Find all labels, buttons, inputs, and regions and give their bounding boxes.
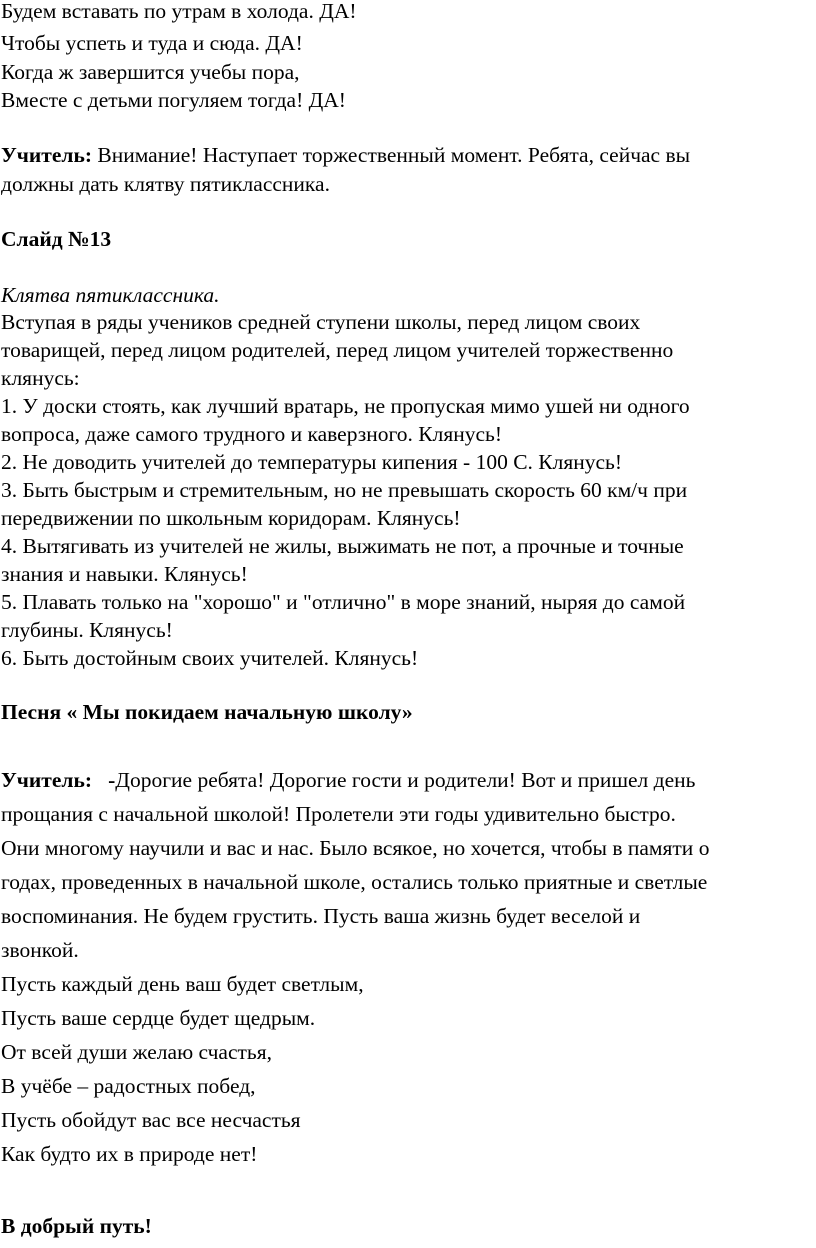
wish-line: В учёбе – радостных побед, [1,1074,256,1098]
oath-line: 1. У доски стоять, как лучший вратарь, не пропуская мимо ушей ни одного [1,394,690,418]
teacher-text: Дорогие ребята! Дорогие гости и родители! Вот и пришел день [115,768,696,792]
teacher-paragraph-line: звонкой. [1,938,79,962]
wish-line: Пусть ваше сердце будет щедрым. [1,1006,316,1030]
oath-line: Вступая в ряды учеников средней ступени школы, перед лицом своих [1,310,641,334]
oath-line: 5. Плавать только на "хорошо" и "отлично" в море знаний, ныряя до самой [1,590,686,614]
oath-line: передвижении по школьным коридорам. Клянусь! [1,506,461,530]
teacher-paragraph-line [1,770,695,792]
poem-line: Чтобы успеть и туда и сюда. ДА! [1,31,303,55]
teacher-text: Внимание! Наступает торжественный момент. Ребята, сейчас вы [92,143,691,167]
poem-line: Когда ж завершится учебы пора, [1,60,300,84]
wish-line: Пусть каждый день ваш будет светлым, [1,972,364,996]
oath-line: 4. Вытягивать из учителей не жилы, выжимать не пот, а прочные и точные [1,534,684,558]
oath-line: 6. Быть достойным своих учителей. Клянусь! [1,646,419,670]
poem-line: Будем вставать по утрам в холода. ДА! [1,0,357,23]
teacher-paragraph-line: прощания с начальной школой! Пролетели эти годы удивительно быстро. [1,802,676,826]
oath-line: товарищей, перед лицом родителей, перед лицом учителей торжественно [1,338,674,362]
oath-line: знания и навыки. Клянусь! [1,562,248,586]
song-heading: Песня « Мы покидаем начальную школу» [1,700,413,724]
oath-line: вопроса, даже самого трудного и каверзного. Клянусь! [1,422,502,446]
teacher-label: Учитель: [1,143,92,167]
oath-line: глубины. Клянусь! [1,618,173,642]
teacher-paragraph-line [1,145,690,167]
oath-line: 2. Не доводить учителей до температуры кипения - 100 С. Клянусь! [1,450,623,474]
poem-line: Вместе с детьми погуляем тогда! ДА! [1,88,346,112]
oath-line: клянусь: [1,366,80,390]
oath-title: Клятва пятиклассника. [1,283,220,307]
teacher-label: Учитель: - [1,768,116,792]
wish-line: Пусть обойдут вас все несчастья [1,1108,301,1132]
wish-line: Как будто их в природе нет! [1,1142,258,1166]
wish-line: От всей души желаю счастья, [1,1040,272,1064]
closing-line: В добрый путь! [1,1214,152,1238]
teacher-paragraph-line: Они многому научили и вас и нас. Было всякое, но хочется, чтобы в памяти о [1,836,710,860]
teacher-paragraph-line: должны дать клятву пятиклассника. [1,172,330,196]
teacher-paragraph-line: годах, проведенных в начальной школе, остались только приятные и светлые [1,870,708,894]
oath-line: 3. Быть быстрым и стремительным, но не превышать скорость 60 км/ч при [1,478,688,502]
teacher-paragraph-line: воспоминания. Не будем грустить. Пусть ваша жизнь будет веселой и [1,904,641,928]
slide-heading: Слайд №13 [1,227,112,251]
